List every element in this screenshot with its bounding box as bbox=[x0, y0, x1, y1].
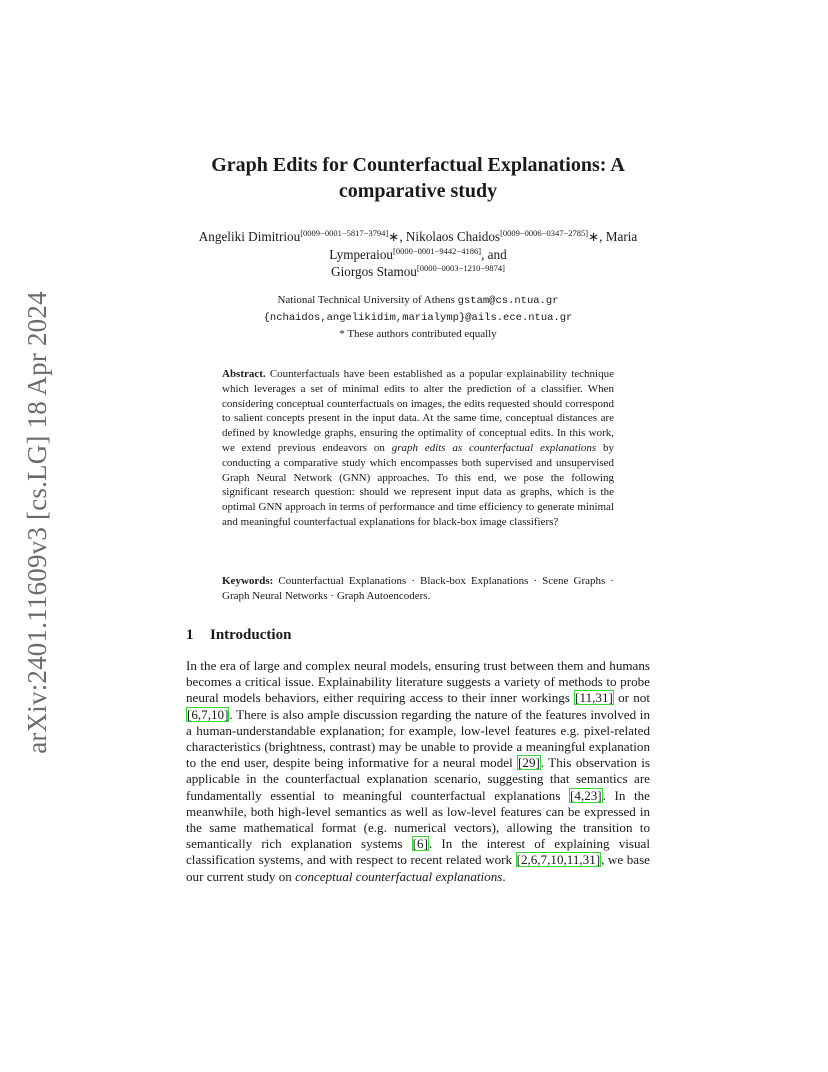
author-name: Angeliki Dimitriou bbox=[198, 229, 301, 244]
abstract-label: Abstract. bbox=[222, 368, 266, 380]
equal-contribution-note: * These authors contributed equally bbox=[339, 328, 497, 340]
keywords-label: Keywords: bbox=[222, 575, 274, 587]
citation-link[interactable]: [6] bbox=[412, 836, 428, 852]
body-emphasis: conceptual counterfactual explanations bbox=[295, 868, 503, 884]
keywords bbox=[222, 574, 614, 604]
email-address[interactable]: gstam@cs.ntua.gr bbox=[457, 295, 559, 307]
body-text: In the era of large and complex neural models, ensuring trust between them and humans becomes a critical issue. Explainability literature suggests a variety of methods to probe neural models behaviors, either requiring access to their inner workings bbox=[186, 658, 650, 706]
orcid-id: [0009−0006−0347−2785] bbox=[500, 228, 589, 238]
body-text: . bbox=[502, 868, 506, 884]
abstract-emphasis: graph edits as counterfactual explanations bbox=[391, 441, 597, 454]
institution-name: National Technical University of Athens bbox=[277, 294, 455, 306]
body-text: , we base our current study on bbox=[186, 852, 650, 884]
affiliation-block bbox=[186, 292, 650, 342]
introduction-paragraph bbox=[186, 658, 650, 885]
body-text: . This observation is applicable in the counterfactual explanation scenario, suggesting that semantics are fundamentally essential to meaningful counterfactual explanations bbox=[186, 755, 650, 803]
citation-link[interactable]: [11,31] bbox=[575, 690, 613, 706]
citation-link[interactable]: [4,23] bbox=[570, 787, 602, 803]
orcid-id: [0009−0001−5817−3794] bbox=[300, 228, 389, 238]
author-list bbox=[186, 228, 650, 281]
citation-link[interactable]: [2,6,7,10,11,31] bbox=[516, 852, 601, 868]
citation-link[interactable]: [6,7,10] bbox=[187, 706, 229, 722]
body-text: . There is also ample discussion regarding the nature of the features involved in a human-understandable explanation; for example, low-level features e.g. pixel-related characteristics (brightness, contrast) may be unable to provide a meaningful explanation to the end user, despite being informative for a neural model bbox=[186, 706, 650, 771]
section-number: 1 bbox=[186, 627, 194, 643]
citation-link[interactable]: [29] bbox=[518, 755, 540, 771]
section-title: Introduction bbox=[210, 627, 292, 643]
author-name: Nikolaos Chaidos bbox=[405, 229, 501, 244]
abstract-text: by conducting a comparative study which encompasses both supervised and unsupervised Graph Neural Network (GNN) approaches. To this end, we pose the following significant research question: should we represent input data as graphs, which is the optimal GNN approach in terms of performance and time efficiency to generate minimal and meaningful counterfactual explanations for black-box image classifiers? bbox=[222, 441, 615, 528]
email-address[interactable]: {nchaidos,angelikidim,marialymp}@ails.ece.ntua.gr bbox=[263, 312, 573, 324]
arxiv-id-text: arXiv:2401.11609v3 [cs.LG] 18 Apr 2024 bbox=[21, 290, 52, 754]
author-separator: , bbox=[599, 229, 606, 244]
arxiv-identifier-stamp bbox=[20, 282, 54, 762]
orcid-id: [0000−0001−9442−4186] bbox=[393, 245, 482, 256]
body-text: or not bbox=[613, 690, 650, 706]
author-name: Giorgos Stamou bbox=[331, 264, 417, 279]
author-name: Maria Lymperaiou bbox=[329, 229, 638, 262]
orcid-id: [0000−0003−1210−9874] bbox=[416, 263, 505, 273]
equal-contribution-mark: ∗ bbox=[388, 229, 400, 244]
abstract-text: Counterfactuals have been established as a popular explainability technique which leverages a set of minimal edits to alter the prediction of a classifier. When considering conceptual counterfactuals on images, the edits requested should correspond to salient concepts present in the input data. At the same time, conceptual distances are defined by knowledge graphs, ensuring the optimality of conceptual edits. In this work, we extend previous endeavors on bbox=[222, 368, 614, 454]
paper-title: Graph Edits for Counterfactual Explanations: A comparative study bbox=[211, 154, 625, 202]
keywords-text: Counterfactual Explanations · Black-box Explanations · Scene Graphs · Graph Neural Networks · Graph Autoencoders. bbox=[222, 575, 615, 602]
body-text: . In the meanwhile, both high-level semantics as well as low-level features can be expressed in the same mathematical format (e.g. numerical vectors), allowing the transition to semantically rich explanation systems bbox=[186, 787, 650, 852]
author-separator: , bbox=[399, 229, 406, 244]
body-text: . In the interest of explaining visual classification systems, and with respect to recent related work bbox=[186, 836, 650, 868]
section-heading bbox=[186, 627, 291, 644]
equal-contribution-mark: ∗ bbox=[588, 229, 600, 244]
abstract bbox=[222, 367, 614, 530]
author-separator: , and bbox=[481, 246, 507, 262]
